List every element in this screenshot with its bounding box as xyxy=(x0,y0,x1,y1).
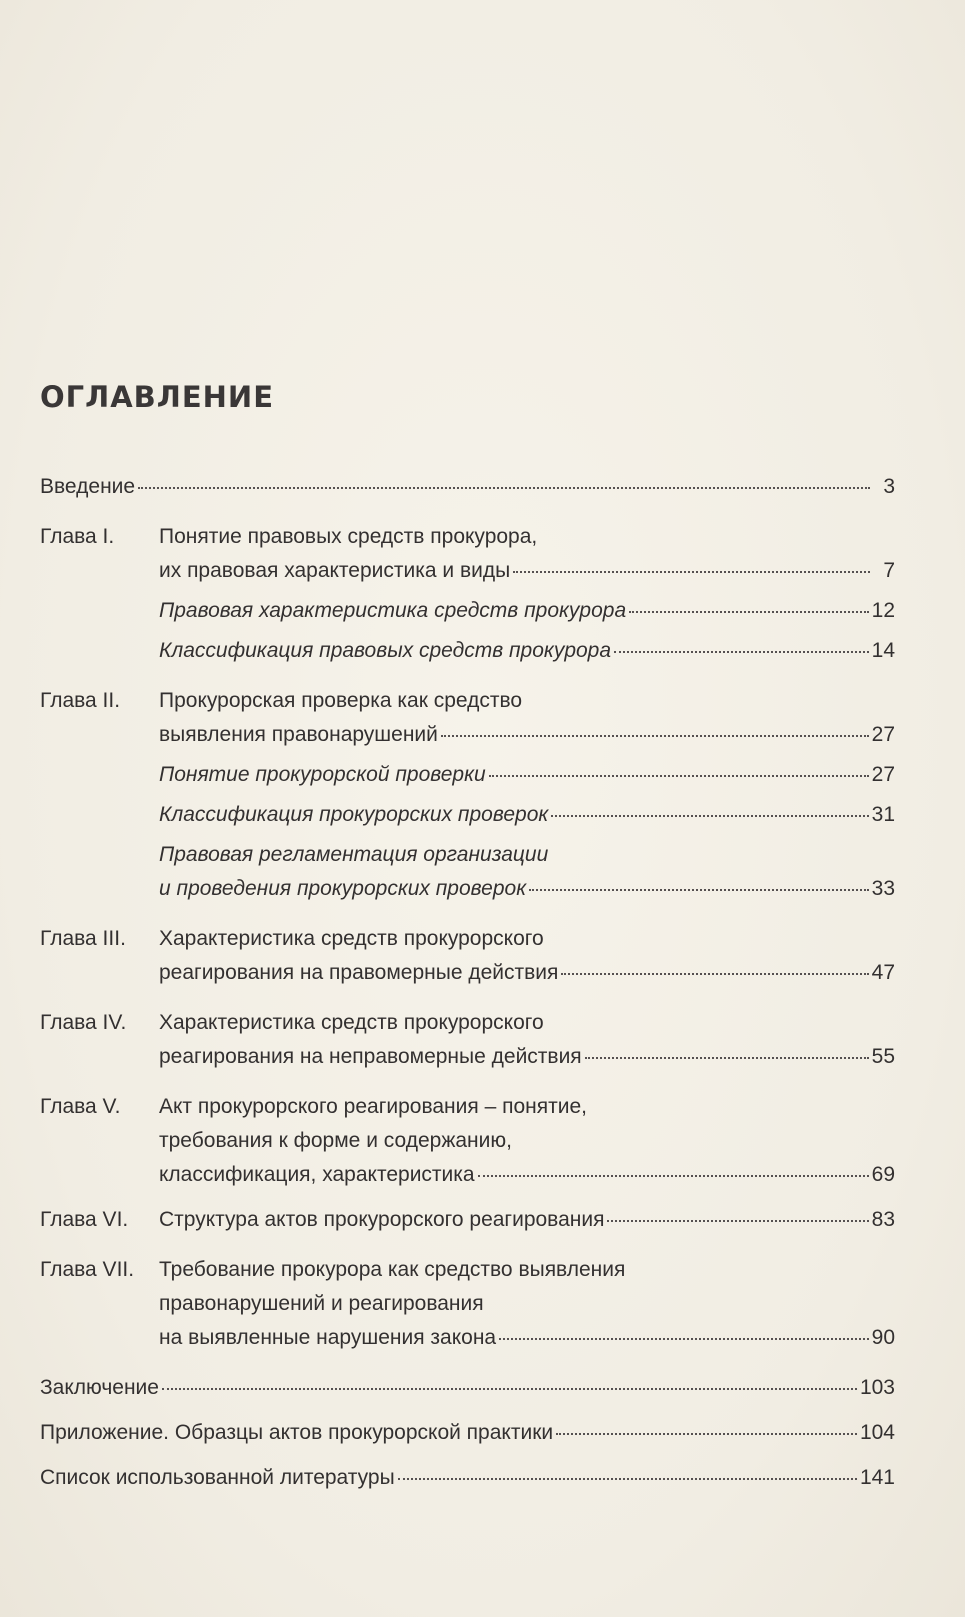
dot-leader xyxy=(629,611,869,613)
toc-entry-title-line: реагирования на неправомерные действия xyxy=(159,1045,582,1068)
toc-page-number: 55 xyxy=(871,1045,895,1068)
toc-entry-title-line: Характеристика средств прокурорского xyxy=(159,927,544,950)
toc-page-number: 3 xyxy=(883,475,895,498)
toc-entry-title-line: Акт прокурорского реагирования – понятие, xyxy=(159,1095,587,1118)
toc-entry-title: Введение xyxy=(40,475,136,498)
toc-entry-chapter-6[interactable] xyxy=(40,1203,895,1237)
toc-entry-appendix[interactable] xyxy=(40,1416,895,1450)
dot-leader xyxy=(607,1220,868,1222)
dot-leader xyxy=(138,487,870,489)
chapter-label: Глава VII. xyxy=(40,1258,135,1281)
toc-page-number: 103 xyxy=(859,1376,895,1399)
toc-page-number: 47 xyxy=(871,961,895,984)
dot-leader xyxy=(556,1433,857,1435)
toc-entry-title-line: Понятие правовых средств прокурора, xyxy=(159,525,538,548)
dot-leader xyxy=(398,1478,857,1480)
toc-entry-section-2-2[interactable] xyxy=(159,798,895,832)
toc-entry-chapter-7[interactable] xyxy=(40,1253,895,1355)
dot-leader xyxy=(478,1175,869,1177)
chapter-label: Глава V. xyxy=(40,1095,121,1118)
dot-leader xyxy=(489,775,869,777)
toc-page-number: 12 xyxy=(871,599,895,622)
chapter-label: Глава I. xyxy=(40,525,115,548)
toc-page-number: 69 xyxy=(871,1163,895,1186)
toc-entry-section-1-1[interactable] xyxy=(159,594,895,628)
toc-entry-title-line: выявления правонарушений xyxy=(159,723,438,746)
chapter-label: Глава VI. xyxy=(40,1208,129,1231)
table-of-contents xyxy=(40,470,895,1495)
dot-leader xyxy=(585,1057,869,1059)
toc-page-number: 33 xyxy=(871,877,895,900)
toc-page-number: 7 xyxy=(883,559,895,582)
toc-page-number: 141 xyxy=(859,1466,895,1489)
toc-entry-chapter-4[interactable] xyxy=(40,1006,895,1074)
dot-leader xyxy=(614,651,869,653)
toc-entry-section-1-2[interactable] xyxy=(159,634,895,668)
toc-entry-chapter-2[interactable] xyxy=(40,684,895,752)
toc-entry-title: Приложение. Образцы актов прокурорской практики xyxy=(40,1421,554,1444)
toc-page-number: 104 xyxy=(859,1421,895,1444)
toc-page-number: 27 xyxy=(871,763,895,786)
dot-leader xyxy=(441,735,869,737)
toc-page-number: 27 xyxy=(871,723,895,746)
toc-entry-title: Заключение xyxy=(40,1376,159,1399)
toc-entry-title-line: Характеристика средств прокурорского xyxy=(159,1011,544,1034)
toc-entry-bibliography[interactable] xyxy=(40,1461,895,1495)
toc-entry-introduction[interactable] xyxy=(40,470,895,504)
dot-leader xyxy=(162,1388,857,1390)
toc-entry-title-line: правонарушений и реагирования xyxy=(159,1292,484,1315)
chapter-label: Глава III. xyxy=(40,927,126,950)
toc-entry-section-2-1[interactable] xyxy=(159,758,895,792)
dot-leader xyxy=(529,889,869,891)
toc-section-title: Правовая характеристика средств прокурора xyxy=(159,599,627,622)
toc-page-number: 90 xyxy=(871,1326,895,1349)
toc-section-title: Понятие прокурорской проверки xyxy=(159,763,486,786)
chapter-label: Глава II. xyxy=(40,689,121,712)
toc-entry-title-line: на выявленные нарушения закона xyxy=(159,1326,497,1349)
dot-leader xyxy=(513,571,870,573)
dot-leader xyxy=(551,815,868,817)
toc-section-title: Классификация правовых средств прокурора xyxy=(159,639,612,662)
toc-entry-title-line: классификация, характеристика xyxy=(159,1163,475,1186)
toc-section-title-line: и проведения прокурорских проверок xyxy=(159,877,527,900)
toc-entry-title-line: реагирования на правомерные действия xyxy=(159,961,559,984)
toc-page-number: 31 xyxy=(871,803,895,826)
dot-leader xyxy=(499,1338,869,1340)
toc-entry-title-line: Требование прокурора как средство выявления xyxy=(159,1258,626,1281)
toc-section-title: Классификация прокурорских проверок xyxy=(159,803,549,826)
toc-entry-title: Список использованной литературы xyxy=(40,1466,395,1489)
toc-page-number: 83 xyxy=(871,1208,895,1231)
toc-entry-title-line: Прокурорская проверка как средство xyxy=(159,689,523,712)
toc-entry-conclusion[interactable] xyxy=(40,1371,895,1405)
toc-entry-title: Структура актов прокурорского реагирования xyxy=(159,1208,605,1231)
toc-entry-title-line: их правовая характеристика и виды xyxy=(159,559,511,582)
toc-heading: ОГЛАВЛЕНИЕ xyxy=(40,380,275,414)
chapter-label: Глава IV. xyxy=(40,1011,127,1034)
toc-entry-title-line: требования к форме и содержанию, xyxy=(159,1129,512,1152)
toc-entry-chapter-5[interactable] xyxy=(40,1090,895,1192)
toc-section-title-line: Правовая регламентация организации xyxy=(159,843,549,866)
dot-leader xyxy=(561,973,868,975)
toc-entry-chapter-3[interactable] xyxy=(40,922,895,990)
toc-page-number: 14 xyxy=(871,639,895,662)
toc-entry-section-2-3[interactable] xyxy=(159,838,895,906)
toc-entry-chapter-1[interactable] xyxy=(40,520,895,588)
